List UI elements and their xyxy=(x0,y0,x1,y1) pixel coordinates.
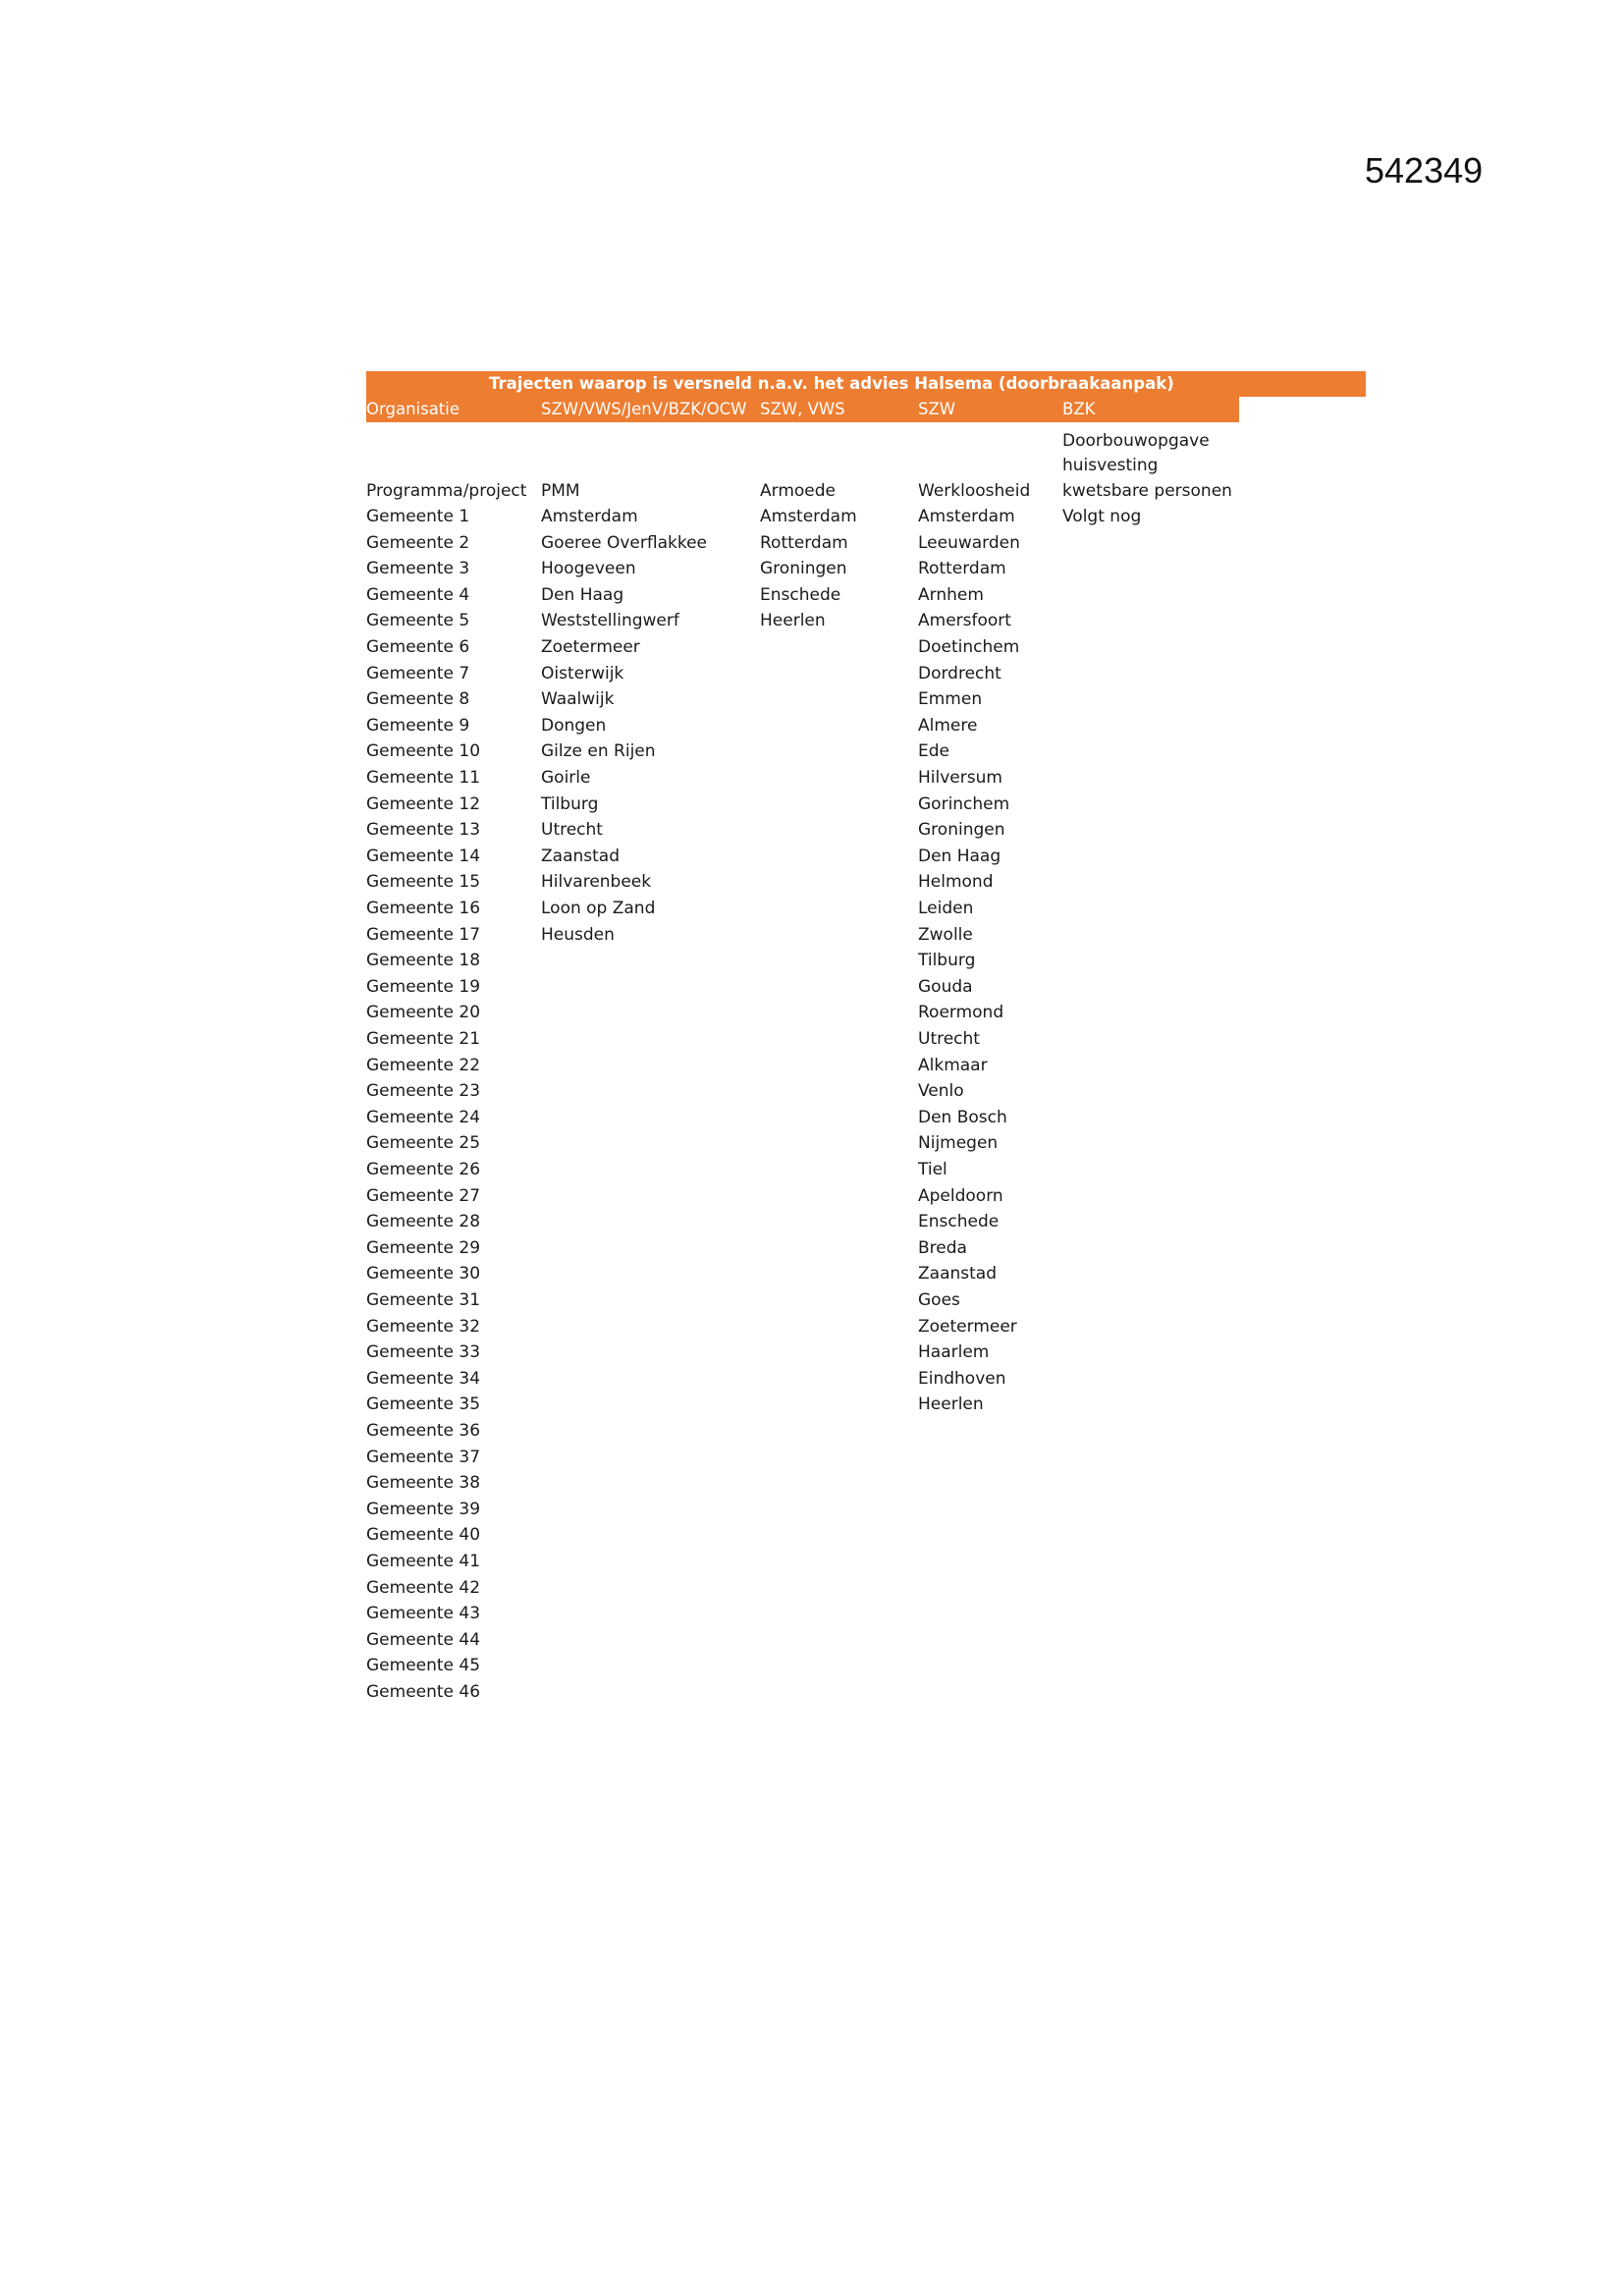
row-label: Gemeente 22 xyxy=(366,1056,481,1075)
table-cell: Leeuwarden xyxy=(918,533,1020,553)
table-cell: Zaanstad xyxy=(918,1264,997,1284)
row-label: Gemeente 20 xyxy=(366,1003,481,1022)
row-label: Gemeente 6 xyxy=(366,637,470,657)
table-cell: Enschede xyxy=(918,1212,1000,1231)
program-row-b: PMM xyxy=(541,481,580,501)
table-cell: Nijmegen xyxy=(918,1133,999,1153)
table-cell: Eindhoven xyxy=(918,1369,1006,1389)
table-cell: Den Haag xyxy=(541,585,624,605)
row-label: Gemeente 44 xyxy=(366,1630,481,1650)
row-label: Gemeente 36 xyxy=(366,1421,481,1441)
row-label: Gemeente 27 xyxy=(366,1186,481,1206)
table-cell: Heusden xyxy=(541,925,615,945)
row-label: Gemeente 12 xyxy=(366,794,481,814)
row-label: Gemeente 11 xyxy=(366,768,481,788)
row-label: Gemeente 38 xyxy=(366,1473,481,1493)
row-label: Gemeente 37 xyxy=(366,1448,481,1467)
table-cell: Heerlen xyxy=(918,1394,984,1414)
row-label: Gemeente 39 xyxy=(366,1500,481,1519)
table-cell: Amsterdam xyxy=(918,507,1015,526)
table-cell: Hilversum xyxy=(918,768,1002,788)
table-banner xyxy=(366,371,1366,397)
table-cell: Leiden xyxy=(918,899,974,918)
table-cell: Tilburg xyxy=(918,951,976,970)
table-cell: Den Bosch xyxy=(918,1108,1007,1127)
row-label: Gemeente 23 xyxy=(366,1081,481,1101)
table-cell: Groningen xyxy=(918,820,1005,840)
row-label: Gemeente 32 xyxy=(366,1317,481,1337)
row-label: Gemeente 40 xyxy=(366,1525,481,1545)
table-cell: Helmond xyxy=(918,872,994,892)
row-label: Gemeente 46 xyxy=(366,1682,481,1702)
table-cell: Loon op Zand xyxy=(541,899,656,918)
row-label: Gemeente 4 xyxy=(366,585,470,605)
row-label: Gemeente 25 xyxy=(366,1133,481,1153)
row-label: Gemeente 42 xyxy=(366,1578,481,1598)
row-label: Gemeente 2 xyxy=(366,533,470,553)
table-cell: Amsterdam xyxy=(541,507,638,526)
row-label: Gemeente 10 xyxy=(366,741,481,761)
table-cell: Breda xyxy=(918,1238,967,1258)
row-label: Gemeente 8 xyxy=(366,689,470,709)
table-cell: Alkmaar xyxy=(918,1056,988,1075)
row-label: Gemeente 5 xyxy=(366,611,470,630)
program-row-d: Werkloosheid xyxy=(918,481,1031,501)
row-label: Gemeente 41 xyxy=(366,1552,481,1571)
row-label: Gemeente 7 xyxy=(366,664,470,683)
row-label: Gemeente 1 xyxy=(366,507,470,526)
row-label: Gemeente 13 xyxy=(366,820,481,840)
table-cell: Zoetermeer xyxy=(918,1317,1017,1337)
table-cell: Tilburg xyxy=(541,794,599,814)
table-cell: Waalwijk xyxy=(541,689,615,709)
row-label: Gemeente 31 xyxy=(366,1290,481,1310)
table-cell: Goeree Overflakkee xyxy=(541,533,707,553)
table-cell: Gilze en Rijen xyxy=(541,741,656,761)
table-cell: Zoetermeer xyxy=(541,637,640,657)
table-cell: Gouda xyxy=(918,977,973,997)
table-cell: Emmen xyxy=(918,689,983,709)
table-cell: Arnhem xyxy=(918,585,984,605)
table-header-row xyxy=(366,397,1239,422)
header-col-d: SZW xyxy=(918,400,956,418)
table-cell: Goes xyxy=(918,1290,960,1310)
row-label: Gemeente 15 xyxy=(366,872,481,892)
header-organisatie: Organisatie xyxy=(366,400,460,418)
table-cell: Heerlen xyxy=(760,611,826,630)
table-cell: Volgt nog xyxy=(1062,507,1142,526)
row-label: Gemeente 3 xyxy=(366,559,470,578)
table-cell: Enschede xyxy=(760,585,841,605)
document-number: 542349 xyxy=(1365,150,1484,191)
table-cell: Rotterdam xyxy=(760,533,848,553)
table-cell: Haarlem xyxy=(918,1342,990,1362)
row-label: Gemeente 16 xyxy=(366,899,481,918)
table-cell: Weststellingwerf xyxy=(541,611,679,630)
table-cell: Goirle xyxy=(541,768,591,788)
table-cell: Hoogeveen xyxy=(541,559,636,578)
table-cell: Dordrecht xyxy=(918,664,1001,683)
table-cell: Oisterwijk xyxy=(541,664,624,683)
table-cell: Groningen xyxy=(760,559,847,578)
row-label: Gemeente 30 xyxy=(366,1264,481,1284)
row-label: Gemeente 43 xyxy=(366,1604,481,1623)
program-row-c: Armoede xyxy=(760,481,836,501)
table-cell: Apeldoorn xyxy=(918,1186,1003,1206)
row-label: Gemeente 34 xyxy=(366,1369,481,1389)
row-label: Gemeente 33 xyxy=(366,1342,481,1362)
row-label: Gemeente 9 xyxy=(366,716,470,736)
row-label: Gemeente 45 xyxy=(366,1656,481,1675)
table-cell: Venlo xyxy=(918,1081,964,1101)
row-label: Gemeente 14 xyxy=(366,847,481,866)
table-cell: Rotterdam xyxy=(918,559,1006,578)
program-row-e: kwetsbare personen xyxy=(1062,481,1232,501)
banner-title: Trajecten waarop is versneld n.a.v. het advies Halsema (doorbraakaanpak) xyxy=(489,374,1174,393)
bzk-note-line-2: huisvesting xyxy=(1062,456,1159,475)
row-label: Gemeente 35 xyxy=(366,1394,481,1414)
header-col-c: SZW, VWS xyxy=(760,400,845,418)
table-cell: Gorinchem xyxy=(918,794,1010,814)
table-cell: Den Haag xyxy=(918,847,1001,866)
table-cell: Amersfoort xyxy=(918,611,1011,630)
table-cell: Ede xyxy=(918,741,949,761)
row-label: Gemeente 26 xyxy=(366,1160,481,1179)
header-col-e: BZK xyxy=(1062,400,1096,418)
bzk-note-line-1: Doorbouwopgave xyxy=(1062,431,1210,451)
table-cell: Almere xyxy=(918,716,978,736)
row-label: Gemeente 28 xyxy=(366,1212,481,1231)
row-label: Gemeente 17 xyxy=(366,925,481,945)
table-cell: Amsterdam xyxy=(760,507,857,526)
program-row-label: Programma/project xyxy=(366,481,527,501)
row-label: Gemeente 29 xyxy=(366,1238,481,1258)
row-label: Gemeente 19 xyxy=(366,977,481,997)
header-col-b: SZW/VWS/JenV/BZK/OCW xyxy=(541,400,747,418)
row-label: Gemeente 24 xyxy=(366,1108,481,1127)
table-cell: Zwolle xyxy=(918,925,973,945)
table-cell: Doetinchem xyxy=(918,637,1020,657)
table-cell: Utrecht xyxy=(918,1029,980,1049)
table-cell: Hilvarenbeek xyxy=(541,872,652,892)
row-label: Gemeente 18 xyxy=(366,951,481,970)
table-cell: Utrecht xyxy=(541,820,603,840)
table-cell: Zaanstad xyxy=(541,847,620,866)
table-cell: Roermond xyxy=(918,1003,1004,1022)
table-cell: Tiel xyxy=(918,1160,947,1179)
row-label: Gemeente 21 xyxy=(366,1029,481,1049)
table-cell: Dongen xyxy=(541,716,607,736)
